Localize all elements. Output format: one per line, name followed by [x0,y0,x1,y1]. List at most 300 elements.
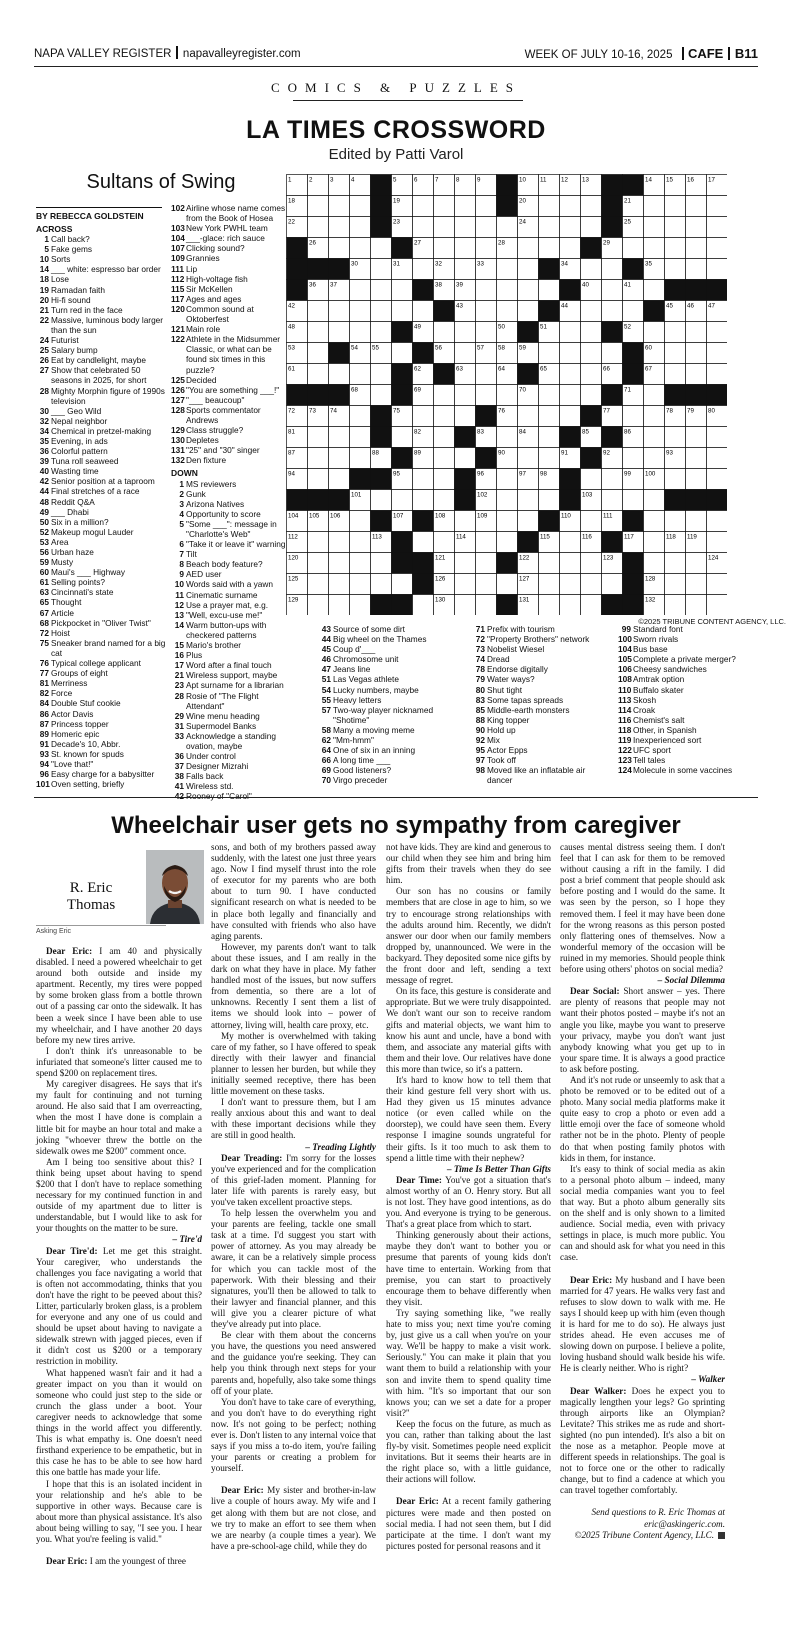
grid-cell-black [581,406,602,427]
clue-number: 25 [39,345,49,356]
grid-cell[interactable] [350,574,371,595]
grid-cell[interactable] [539,343,560,364]
grid-cell[interactable] [455,343,476,364]
clue-number: 85 [475,704,485,715]
grid-cell[interactable] [413,301,434,322]
grid-cell[interactable] [434,196,455,217]
grid-cell[interactable] [455,574,476,595]
grid-cell[interactable] [413,217,434,238]
clue-number: 66 [321,755,331,766]
grid-cell[interactable] [392,301,413,322]
grid-cell[interactable] [371,259,392,280]
header-rule [34,66,758,67]
grid-cell-black [602,217,623,238]
grid-cell[interactable] [476,301,497,322]
grid-cell[interactable] [329,553,350,574]
grid-cell[interactable] [644,448,665,469]
grid-cell[interactable] [413,490,434,511]
grid-cell[interactable] [581,301,602,322]
clue-text: Reddit Q&A [51,496,95,507]
clue-text: St. known for spuds [51,748,124,759]
grid-cell[interactable] [539,280,560,301]
clue-number: 49 [39,506,49,517]
grid-cell[interactable] [581,469,602,490]
grid-cell[interactable] [371,574,392,595]
grid-cell[interactable] [308,532,329,553]
grid-cell[interactable] [560,217,581,238]
grid-cell[interactable] [434,532,455,553]
clue [171,334,289,374]
page-rule [34,797,758,798]
grid-cell[interactable] [392,280,413,301]
grid-cell[interactable] [497,469,518,490]
clue-text: Chemical in pretzel-making [51,425,152,436]
letter-signature: – Tire'd [172,1234,202,1245]
grid-cell[interactable] [581,385,602,406]
grid-cell[interactable] [455,259,476,280]
clue [171,569,289,579]
grid-cell[interactable] [665,238,686,259]
grid-cell[interactable] [686,448,707,469]
grid-cell[interactable] [371,301,392,322]
grid-cell[interactable] [308,322,329,343]
grid-cell[interactable] [308,448,329,469]
grid-cell[interactable] [350,448,371,469]
grid-cell[interactable] [686,196,707,217]
grid-cell-black [665,385,686,406]
grid-cell[interactable] [581,259,602,280]
clue [36,466,166,476]
grid-cell[interactable] [707,511,728,532]
grid-cell[interactable] [371,490,392,511]
grid-cell[interactable] [455,406,476,427]
grid-cell-black [602,385,623,406]
grid-cell[interactable] [392,343,413,364]
grid-cell[interactable] [602,469,623,490]
clue-text: Rosie of "The Flight Attendant" [186,690,259,711]
grid-cell[interactable] [476,385,497,406]
grid-cell[interactable] [665,322,686,343]
grid-cell[interactable] [497,301,518,322]
letter-salutation: Dear Tire'd: [46,1245,98,1256]
grid-cell[interactable] [644,532,665,553]
grid-cell[interactable] [686,427,707,448]
grid-cell[interactable] [455,448,476,469]
grid-cell[interactable] [434,385,455,406]
grid-cell[interactable] [581,553,602,574]
grid-cell[interactable] [707,196,728,217]
grid-cell[interactable] [623,301,644,322]
clue-number: 76 [39,658,49,669]
grid-cell[interactable] [707,364,728,385]
grid-cell[interactable] [623,238,644,259]
letter-salutation: Dear Eric: [46,946,93,956]
grid-cell[interactable] [308,427,329,448]
grid-cell[interactable] [350,595,371,616]
grid-cell[interactable] [644,406,665,427]
grid-cell[interactable] [350,427,371,448]
clue [318,644,466,654]
clue [36,274,166,284]
grid-cell[interactable] [308,301,329,322]
grid-number: 56 [435,344,442,352]
grid-cell[interactable] [560,406,581,427]
grid-number: 110 [561,512,571,520]
grid-cell[interactable] [434,469,455,490]
grid-cell[interactable] [350,532,371,553]
grid-cell[interactable] [665,469,686,490]
grid-cell[interactable] [644,217,665,238]
clue-text: Croak [633,704,656,715]
grid-cell[interactable] [392,427,413,448]
clue-text: Lose [51,274,69,285]
grid-cell[interactable] [350,238,371,259]
grid-cell[interactable] [455,238,476,259]
grid-cell[interactable] [476,574,497,595]
grid-cell[interactable] [350,301,371,322]
clue [36,355,166,365]
grid-cell[interactable] [707,217,728,238]
grid-cell[interactable] [560,343,581,364]
column-paragraph: I don't want to pressure them, but I am really anxious about this and want to deal with these important decisions while they are still in good health. [211,1097,376,1141]
grid-cell[interactable] [686,364,707,385]
grid-cell[interactable] [413,259,434,280]
grid-cell[interactable] [707,448,728,469]
grid-cell[interactable] [644,490,665,511]
grid-cell[interactable] [518,448,539,469]
clue-number: 8 [179,559,184,570]
grid-cell[interactable] [476,322,497,343]
letter-signature: – Treading Lightly [305,1141,376,1152]
grid-cell[interactable] [581,343,602,364]
grid-cell[interactable] [602,280,623,301]
grid-cell[interactable] [308,217,329,238]
clue [171,435,289,445]
grid-cell[interactable] [518,406,539,427]
grid-cell[interactable] [581,574,602,595]
grid-cell[interactable] [560,196,581,217]
grid-cell[interactable] [476,280,497,301]
grid-cell[interactable] [665,343,686,364]
grid-cell[interactable] [518,511,539,532]
grid-cell[interactable] [581,595,602,616]
grid-cell[interactable] [518,259,539,280]
grid-cell[interactable] [308,343,329,364]
clue-text: Force [51,688,73,699]
grid-cell[interactable] [665,511,686,532]
grid-cell[interactable] [644,196,665,217]
grid-cell[interactable] [413,469,434,490]
column-paragraph: Dear Eric: I am 40 and physically disabled. I need a powered wheelchair to get around both outside and inside my apartment. Recently, my tires were popped by some broken glass from a bottle thrown out of a passing car onto the sidewalk. It has been a week since I have been able to use my wheelchair, and I have another 20 days before my new tires arrive. [36,946,202,1045]
clue [318,775,466,785]
grid-cell[interactable] [539,238,560,259]
grid-cell[interactable] [497,574,518,595]
grid-cell[interactable] [434,238,455,259]
grid-cell[interactable] [686,511,707,532]
grid-cell[interactable] [455,511,476,532]
grid-cell[interactable] [413,532,434,553]
grid-cell[interactable] [350,511,371,532]
grid-cell[interactable] [476,553,497,574]
grid-cell[interactable] [539,553,560,574]
grid-cell[interactable] [602,490,623,511]
grid-cell[interactable] [560,595,581,616]
grid-cell[interactable] [392,490,413,511]
grid-cell[interactable] [497,532,518,553]
grid-cell[interactable] [413,406,434,427]
column-paragraph: Dear Treading: I'm sorry for the losses you've experienced and for the complication of this grief-laden moment. Planning for later life with parents is rarely easy, but you've taken excellent proactive steps. [211,1152,376,1207]
grid-cell[interactable] [371,280,392,301]
grid-cell[interactable] [686,574,707,595]
grid-cell[interactable] [686,553,707,574]
grid-cell[interactable] [581,217,602,238]
grid-cell[interactable] [686,595,707,616]
grid-cell[interactable] [707,595,728,616]
grid-cell[interactable] [686,343,707,364]
clue-number: 21 [174,670,184,681]
grid-cell[interactable] [371,322,392,343]
grid-cell[interactable] [581,364,602,385]
grid-cell[interactable] [476,217,497,238]
clue [318,755,466,765]
grid-cell[interactable] [434,406,455,427]
grid-cell[interactable] [434,322,455,343]
grid-cell[interactable] [581,322,602,343]
grid-cell[interactable] [497,490,518,511]
grid-cell[interactable] [329,364,350,385]
grid-cell[interactable] [560,322,581,343]
grid-cell[interactable] [497,385,518,406]
grid-cell[interactable] [581,196,602,217]
grid-cell[interactable] [560,532,581,553]
grid-cell[interactable] [560,553,581,574]
grid-cell[interactable] [539,595,560,616]
clue [171,395,289,405]
grid-cell[interactable] [455,217,476,238]
advice-headline: Wheelchair user gets no sympathy from caregiver [111,812,681,839]
grid-cell[interactable] [707,238,728,259]
grid-cell[interactable] [329,427,350,448]
clue [36,264,166,274]
grid-number: 60 [645,344,652,352]
grid-cell[interactable] [686,238,707,259]
grid-cell[interactable] [686,322,707,343]
grid-cell[interactable] [329,238,350,259]
clue-text: Homeric epic [51,728,100,739]
grid-cell[interactable] [476,238,497,259]
grid-cell[interactable] [371,385,392,406]
grid-cell[interactable] [623,448,644,469]
grid-cell[interactable] [350,322,371,343]
grid-cell[interactable] [644,553,665,574]
grid-cell[interactable] [686,217,707,238]
grid-cell[interactable] [644,280,665,301]
clue [318,674,466,684]
grid-number: 65 [540,365,547,373]
grid-cell[interactable] [644,238,665,259]
grid-cell[interactable] [665,217,686,238]
grid-cell[interactable] [308,553,329,574]
grid-cell[interactable] [350,406,371,427]
grid-cell[interactable] [434,448,455,469]
grid-cell[interactable] [329,196,350,217]
grid-cell[interactable] [707,343,728,364]
grid-cell[interactable] [665,427,686,448]
clue-text: Actor Epps [487,745,528,756]
grid-cell[interactable] [707,322,728,343]
clue [318,765,466,775]
grid-cell[interactable] [518,490,539,511]
letter-salutation: Dear Social: [570,986,620,997]
grid-cell[interactable] [497,427,518,448]
clue-number: 130 [171,435,185,446]
grid-cell[interactable] [329,217,350,238]
grid-cell[interactable] [497,259,518,280]
grid-cell[interactable] [329,301,350,322]
grid-cell[interactable] [707,259,728,280]
grid-number: 71 [624,386,631,394]
paper-site[interactable]: napavalleyregister.com [182,48,301,60]
grid-cell[interactable] [644,385,665,406]
grid-cell[interactable] [329,322,350,343]
grid-cell[interactable] [350,553,371,574]
grid-cell[interactable] [413,595,434,616]
grid-cell[interactable] [602,343,623,364]
grid-cell[interactable] [686,469,707,490]
grid-cell[interactable] [413,196,434,217]
grid-cell[interactable] [644,427,665,448]
grid-cell[interactable] [560,238,581,259]
grid-cell[interactable] [644,322,665,343]
grid-cell[interactable] [707,532,728,553]
grid-cell[interactable] [665,196,686,217]
grid-cell[interactable] [308,574,329,595]
clue-number: 55 [321,694,331,705]
grid-cell[interactable] [518,280,539,301]
grid-cell[interactable] [455,595,476,616]
grid-number: 68 [351,386,358,394]
clue-text: Call back? [51,234,90,245]
grid-cell[interactable] [539,427,560,448]
grid-cell[interactable] [455,553,476,574]
grid-cell[interactable] [308,196,329,217]
grid-cell[interactable] [455,196,476,217]
grid-cell[interactable] [560,574,581,595]
grid-cell[interactable] [665,595,686,616]
grid-cell[interactable] [581,511,602,532]
grid-cell[interactable] [686,259,707,280]
grid-cell[interactable] [434,217,455,238]
column-name: Asking Eric [36,925,166,935]
grid-cell[interactable] [707,427,728,448]
grid-cell[interactable] [329,574,350,595]
grid-cell[interactable] [455,385,476,406]
grid-cell[interactable] [644,511,665,532]
down-clues-col5 [618,624,768,775]
grid-cell[interactable] [497,280,518,301]
grid-cell[interactable] [308,469,329,490]
grid-cell[interactable] [434,427,455,448]
grid-cell[interactable] [476,364,497,385]
grid-cell[interactable] [518,301,539,322]
crossword-grid[interactable] [286,174,727,615]
grid-cell[interactable] [497,511,518,532]
grid-cell[interactable] [539,490,560,511]
grid-cell[interactable] [476,196,497,217]
grid-number: 58 [498,344,505,352]
clue-number: 106 [618,664,632,675]
grid-cell[interactable] [308,364,329,385]
clue-number: 28 [39,385,49,396]
grid-cell[interactable] [434,490,455,511]
clue-text: Supermodel Banks [186,720,257,731]
grid-cell[interactable] [518,238,539,259]
grid-cell[interactable] [329,469,350,490]
clue [36,234,166,244]
grid-cell[interactable] [707,469,728,490]
grid-cell[interactable] [665,364,686,385]
clue-number: 87 [39,718,49,729]
grid-cell[interactable] [371,553,392,574]
grid-cell[interactable] [350,196,371,217]
grid-cell[interactable] [392,574,413,595]
grid-cell[interactable] [371,364,392,385]
grid-cell[interactable] [329,595,350,616]
grid-cell[interactable] [539,574,560,595]
grid-cell[interactable] [329,448,350,469]
grid-cell-black [371,406,392,427]
grid-cell[interactable] [539,385,560,406]
grid-cell[interactable] [539,406,560,427]
advice-column-4 [560,842,725,1541]
grid-cell[interactable] [329,532,350,553]
clue-number: 128 [171,404,185,415]
clue [171,499,289,509]
grid-cell[interactable] [350,364,371,385]
grid-cell[interactable] [350,217,371,238]
clue [36,719,166,729]
grid-cell[interactable] [707,574,728,595]
clue [318,695,466,705]
puzzle-name: Sultans of Swing [86,171,236,193]
grid-cell[interactable] [539,196,560,217]
grid-cell[interactable] [371,238,392,259]
grid-cell-black [392,385,413,406]
grid-cell[interactable] [665,574,686,595]
grid-cell[interactable] [602,574,623,595]
grid-cell[interactable] [665,259,686,280]
grid-cell[interactable] [476,595,497,616]
grid-cell[interactable] [560,364,581,385]
grid-cell[interactable] [623,490,644,511]
grid-cell[interactable] [308,595,329,616]
clue-number: 126 [171,384,185,395]
grid-cell[interactable] [497,217,518,238]
grid-cell[interactable] [602,259,623,280]
grid-cell[interactable] [476,532,497,553]
grid-cell[interactable] [602,301,623,322]
grid-cell[interactable] [539,448,560,469]
clue [171,304,289,324]
grid-cell[interactable] [560,385,581,406]
grid-cell[interactable] [623,406,644,427]
grid-cell[interactable] [350,280,371,301]
grid-cell[interactable] [665,553,686,574]
clue-number: 54 [321,684,331,695]
grid-cell[interactable] [455,322,476,343]
grid-cell[interactable] [539,217,560,238]
clue-text: Coup d'___ [333,644,376,655]
